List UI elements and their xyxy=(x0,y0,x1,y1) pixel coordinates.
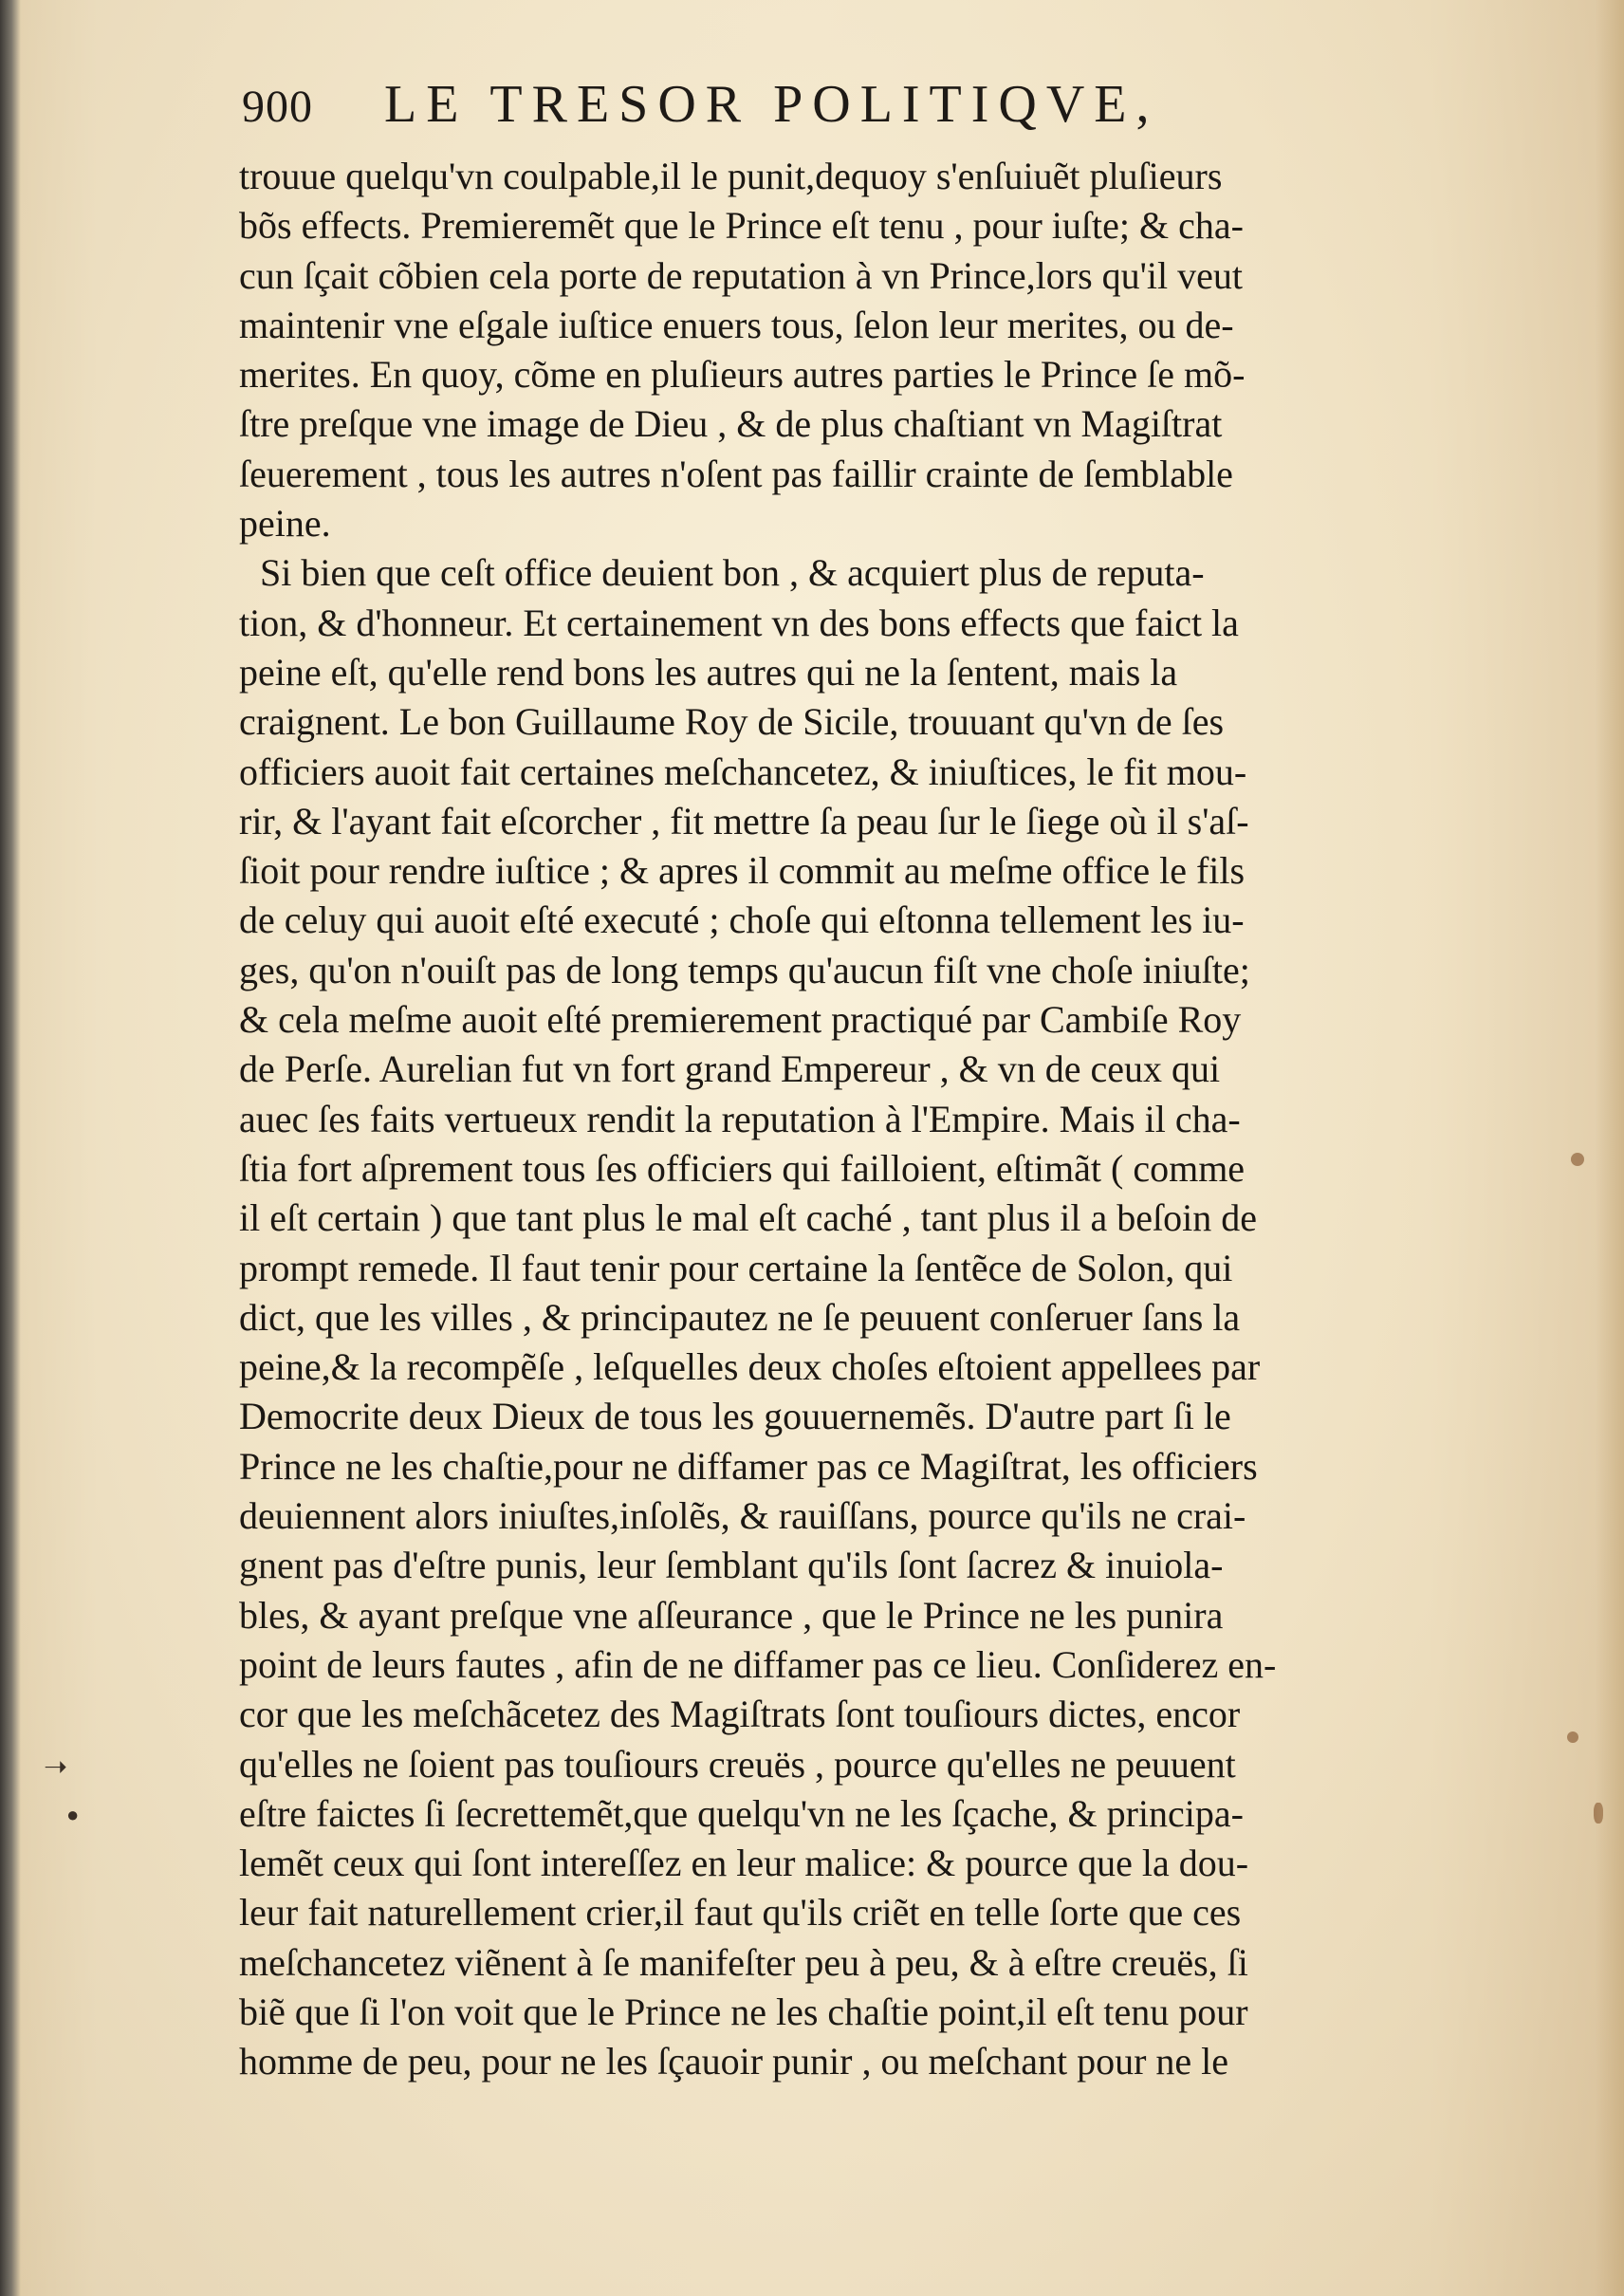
text-line: peine,& la recompẽſe , leſquelles deux choſes eſtoient appellees par xyxy=(239,1345,1261,1389)
text-line: trouue quelqu'vn coulpable,il le punit,dequoy s'enſuiuẽt pluſieurs xyxy=(239,155,1223,197)
text-line: rir, & l'ayant fait eſcorcher , fit mettre ſa peau ſur le ſiege où il s'aſ- xyxy=(239,799,1249,842)
text-line: officiers auoit fait certaines meſchancetez, & iniuſtices, le fit mou- xyxy=(239,750,1247,793)
page-header xyxy=(242,74,1352,140)
text-line: ſtre preſque vne image de Dieu , & de plus chaſtiant vn Magiſtrat xyxy=(239,402,1223,446)
running-title: LE TRESOR POLITIQVE, xyxy=(384,75,1159,134)
text-line: Prince ne les chaſtie,pour ne diffamer pas ce Magiſtrat, les officiers xyxy=(239,1444,1258,1488)
text-line: peine eſt, qu'elle rend bons les autres qui ne la ſentent, mais la xyxy=(239,650,1178,694)
text-line: il eſt certain ) que tant plus le mal eſt caché , tant plus il a beſoin de xyxy=(239,1196,1257,1240)
margin-ink-mark-icon: ➝ xyxy=(44,1751,68,1783)
text-line: lemẽt ceux qui ſont intereſſez en leur malice: & pource que la dou- xyxy=(239,1842,1249,1885)
text-line: ges, qu'on n'ouiſt pas de long temps qu'aucun fiſt vne choſe iniuſte; xyxy=(239,948,1250,991)
text-line: peine. xyxy=(239,502,331,546)
text-line: ſeuerement , tous les autres n'oſent pas faillir crainte de ſemblable xyxy=(239,452,1233,495)
text-line: merites. En quoy, cõme en pluſieurs autres parties le Prince ſe mõ- xyxy=(239,353,1246,397)
text-line: de celuy qui auoit eſté executé ; choſe qui eſtonna tellement les iu- xyxy=(239,898,1245,942)
ink-smudge xyxy=(1571,1153,1584,1166)
body-text xyxy=(239,152,1520,2087)
text-line: point de leurs fautes , afin de ne diffamer pas ce lieu. Conſiderez en- xyxy=(239,1642,1277,1686)
text-line: craignent. Le bon Guillaume Roy de Sicile, trouuant qu'vn de ſes xyxy=(239,700,1225,744)
text-line: cun ſçait cõbien cela porte de reputation à vn Prince,lors qu'il veut xyxy=(239,253,1243,297)
text-line: bles, & ayant preſque vne aſſeurance , que le Prince ne les punira xyxy=(239,1593,1224,1637)
text-line: ſioit pour rendre iuſtice ; & apres il commit au meſme office le fils xyxy=(239,849,1246,893)
text-line: homme de peu, pour ne les ſçauoir punir , ou meſchant pour ne le xyxy=(239,2040,1229,2083)
text-line: tion, & d'honneur. Et certainement vn des bons effects que faict la xyxy=(239,601,1239,644)
text-line: dict, que les villes , & principautez ne ſe peuuent conſeruer ſans la xyxy=(239,1295,1241,1339)
ink-smudge xyxy=(1594,1803,1603,1824)
ink-smudge xyxy=(1567,1731,1578,1743)
text-line: gnent pas d'eſtre punis, leur ſemblant qu'ils ſont ſacrez & inuiola- xyxy=(239,1544,1224,1587)
text-line: Si bien que ceſt office deuient bon , & acquiert plus de reputa- xyxy=(260,551,1205,595)
text-line: meſchancetez viẽnent à ſe manifeſter peu à peu, & à eſtre creuës, ſi xyxy=(239,1940,1248,1984)
text-line: bõs effects. Premieremẽt que le Prince eſt tenu , pour iuſte; & cha- xyxy=(239,204,1244,248)
text-line: de Perſe. Aurelian fut vn fort grand Empereur , & vn de ceux qui xyxy=(239,1047,1221,1091)
text-line: qu'elles ne ſoient pas touſiours creuës , pource qu'elles ne peuuent xyxy=(239,1742,1236,1786)
text-line: & cela meſme auoit eſté premierement practiqué par Cambiſe Roy xyxy=(239,998,1242,1042)
margin-ink-dot-icon: ● xyxy=(66,1803,80,1826)
page-number: 900 xyxy=(242,82,313,132)
text-line: eſtre faictes ſi ſecrettemẽt,que quelqu'vn ne les ſçache, & principa- xyxy=(239,1791,1244,1835)
text-line: biẽ que ſi l'on voit que le Prince ne les chaſtie point,il eſt tenu pour xyxy=(239,1990,1248,2033)
text-line: cor que les meſchãcetez des Magiſtrats ſont touſiours dictes, encor xyxy=(239,1693,1241,1736)
text-line: Democrite deux Dieux de tous les gouuernemẽs. D'autre part ſi le xyxy=(239,1395,1231,1438)
text-line: maintenir vne eſgale iuſtice enuers tous, ſelon leur merites, ou de- xyxy=(239,303,1234,346)
text-line: auec ſes faits vertueux rendit la reputation à l'Empire. Mais il cha- xyxy=(239,1097,1241,1140)
text-line: leur fait naturellement crier,il faut qu'ils criẽt en telle ſorte que ces xyxy=(239,1891,1242,1935)
text-line: prompt remede. Il faut tenir pour certaine la ſentẽce de Solon, qui xyxy=(239,1246,1233,1289)
text-line: deuiennent alors iniuſtes,inſolẽs, & rauiſſans, pource qu'ils ne crai- xyxy=(239,1494,1246,1538)
text-line: ſtia fort aſprement tous ſes officiers qui failloient, eſtimãt ( comme xyxy=(239,1146,1246,1190)
